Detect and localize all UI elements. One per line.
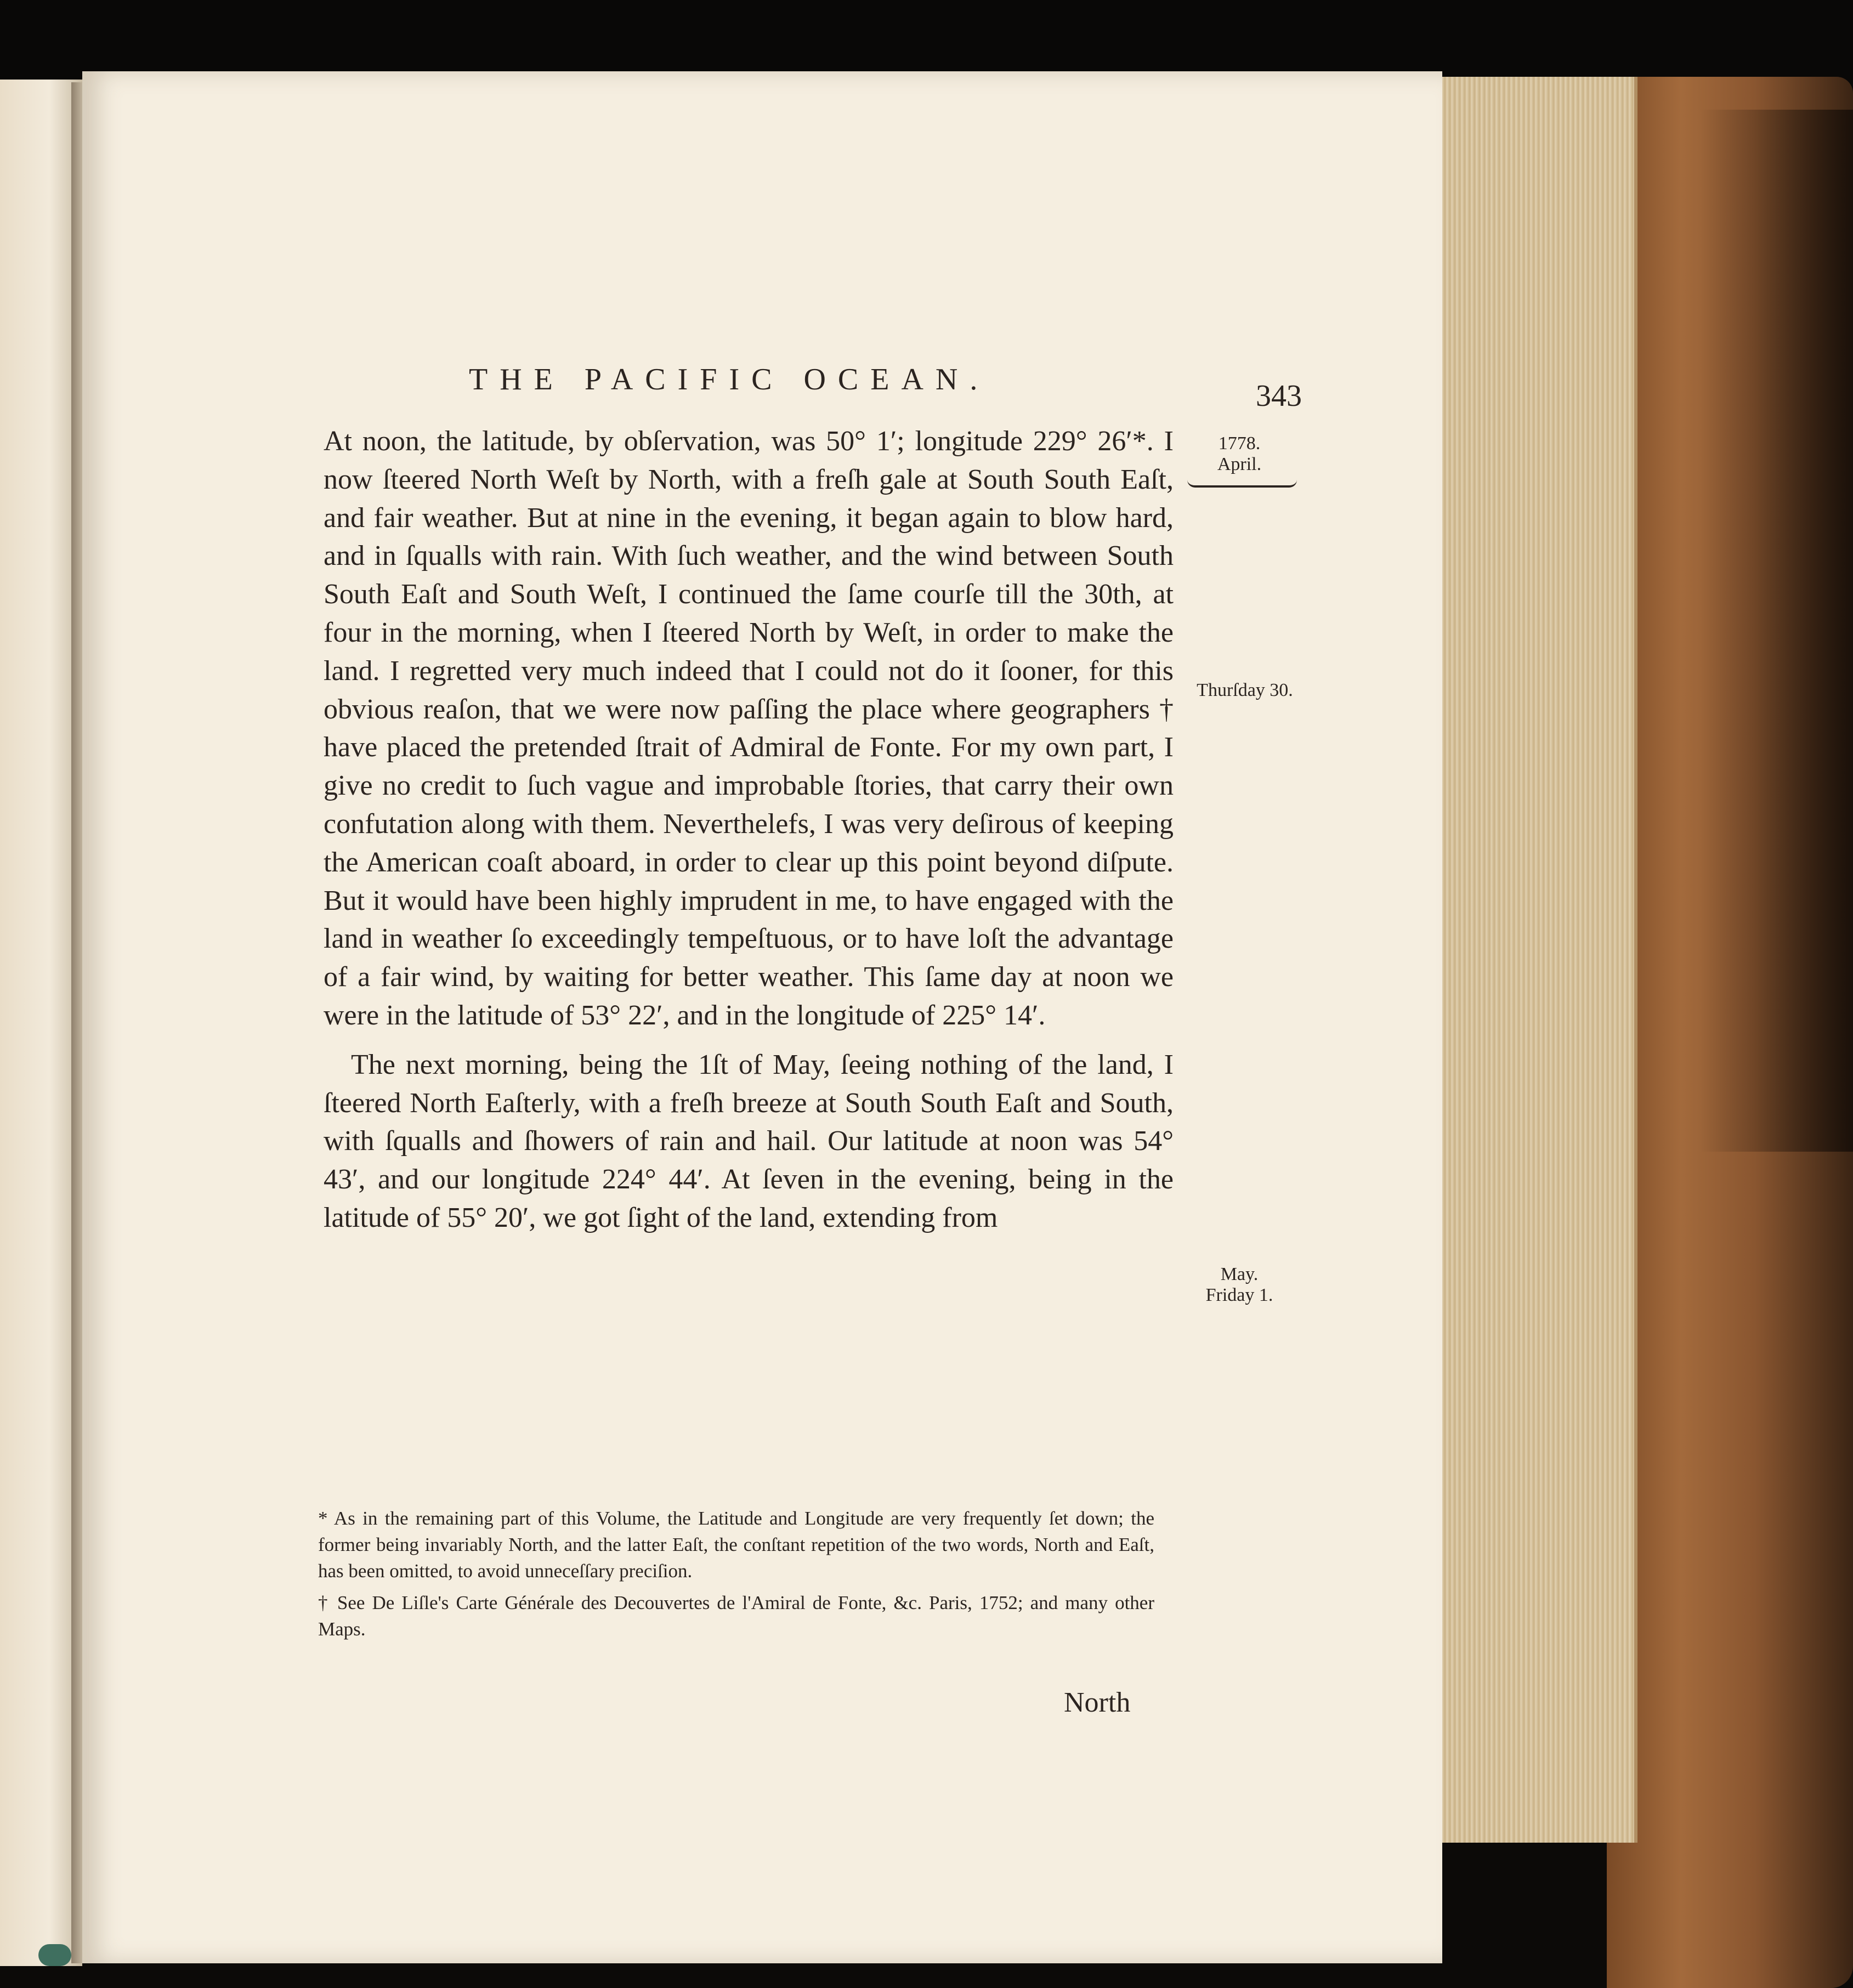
- running-head: THE PACIFIC OCEAN.: [469, 363, 990, 397]
- margin-note-thursday: Thurſday 30.: [1197, 680, 1293, 700]
- margin-note-year: [1195, 433, 1283, 475]
- paragraph-2: The next morning, being the 1ſt of May, ſeeing nothing of the land, I ſteered North Eaſterly, with a freſh breeze at South South Eaſt and South, with ſqualls and ſhowers of rain and hail. Our latitude at noon was 54° 43′, and our longitude 224° 44′. At ſeven in the evening, being in the latitude of 55° 20′, we got ſight of the land, extending from: [324, 1049, 1174, 1233]
- ribbon-marker: [38, 1944, 71, 1966]
- footnote-2: † See De Liſle's Carte Générale des Decouvertes de l'Amiral de Fonte, &c. Paris, 1752; and many other Maps.: [318, 1592, 1154, 1640]
- footnotes: [318, 1505, 1154, 1642]
- book-page: [82, 71, 1442, 1963]
- footnote-1: * As in the remaining part of this Volume, the Latitude and Longitude are very frequently ſet down; the former being invariably North, and the latter Eaſt, the conſtant repetition of the two words, North and Eaſt, has been omitted, to avoid unneceſſary preciſion.: [318, 1508, 1154, 1582]
- body-text: [324, 422, 1174, 1237]
- page-edges: [1437, 77, 1637, 1843]
- margin-friday: Friday 1.: [1205, 1285, 1273, 1305]
- margin-note-may: [1179, 1264, 1300, 1306]
- margin-may: May.: [1220, 1264, 1259, 1284]
- margin-brace: [1187, 480, 1297, 488]
- paragraph-1: At noon, the latitude, by obſervation, was 50° 1′; longitude 229° 26′*. I now ſteered North Weſt by North, with a freſh gale at South South Eaſt, and fair weather. But at nine in the evening, it began again to blow hard, and in ſqualls with rain. With ſuch weather, and the wind between South South Eaſt and South Weſt, I continued the ſame courſe till the 30th, at four in the morning, when I ſteered North by Weſt, in order to make the land. I regretted very much indeed that I could not do it ſooner, for this obvious reaſon, that we were now paſſing the place where geographers † have placed the pretended ſtrait of Admiral de Fonte. For my own part, I give no credit to ſuch vague and improbable ſtories, that carry their own confutation along with them. Neverthelefs, I was very deſirous of keeping the American coaſt aboard, in order to clear up this point beyond diſpute. But it would have been highly imprudent in me, to have engaged with the land in weather ſo exceedingly tempeſtuous, or to have loſt the advantage of a fair wind, by waiting for better weather. This ſame day at noon we were in the latitude of 53° 22′, and in the longitude of 225° 14′.: [324, 426, 1174, 1031]
- facing-page-edge: [0, 80, 82, 1966]
- catchword: North: [1064, 1687, 1131, 1718]
- page-number: 343: [1256, 379, 1302, 413]
- margin-year: 1778.: [1218, 433, 1261, 454]
- cover-shadow: [1700, 110, 1853, 1152]
- margin-month: April.: [1217, 454, 1262, 474]
